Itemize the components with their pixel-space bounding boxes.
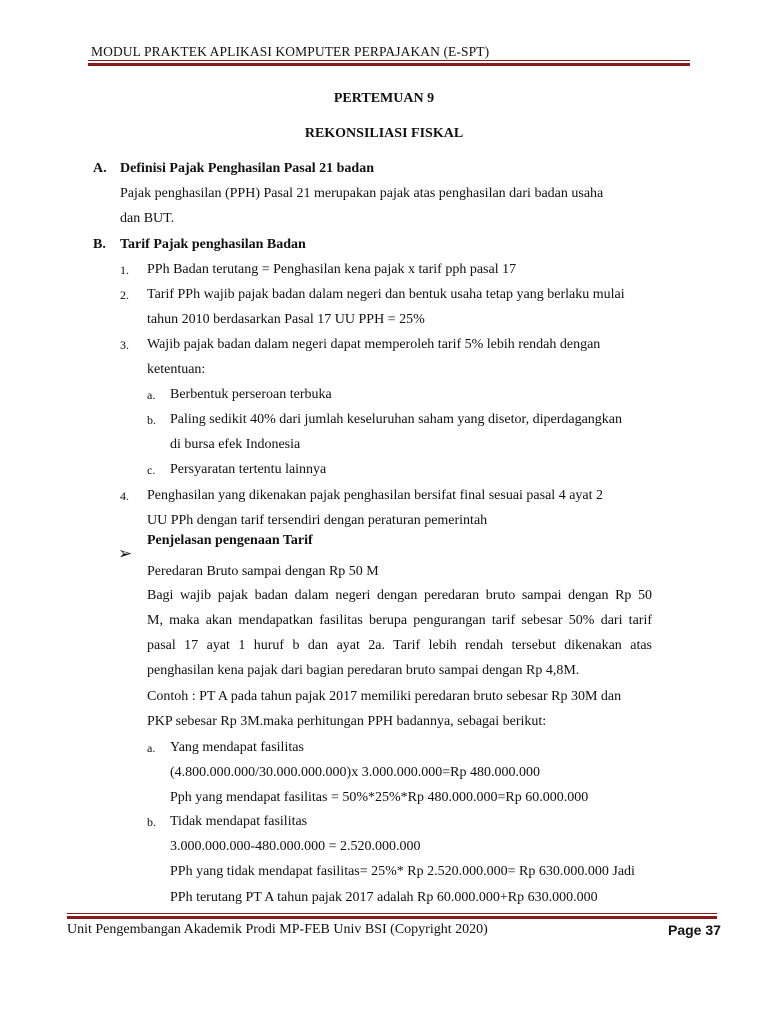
page-number: Page 37	[668, 922, 721, 938]
list-number: 4.	[120, 489, 129, 503]
header-rule-thick	[88, 63, 690, 66]
section-b-marker: B.	[93, 237, 106, 252]
section-a-marker: A.	[93, 161, 107, 176]
item3a-text: Berbentuk perseroan terbuka	[170, 387, 332, 402]
paragraph-line: penghasilan kena pajak dari bagian peredaran bruto sampai dengan Rp 4,8M.	[147, 663, 580, 678]
list-number: 2.	[120, 288, 129, 302]
topic-title: REKONSILIASI FISKAL	[304, 126, 464, 141]
sublist-letter: b.	[147, 413, 156, 427]
meeting-title: PERTEMUAN 9	[333, 91, 435, 106]
case-a-title: Yang mendapat fasilitas	[170, 740, 304, 755]
paragraph-line: Bagi wajib pajak badan dalam negeri dengan peredaran bruto sampai dengan Rp 50	[147, 588, 652, 603]
paragraph-line: pasal 17 ayat 1 huruf b dan ayat 2a. Tarif lebih rendah tersebut dikenakan atas	[147, 638, 652, 653]
explanation-title: Penjelasan pengenaan Tarif	[147, 533, 313, 548]
item3b-text-line2: di bursa efek Indonesia	[170, 437, 301, 452]
example-line: Contoh : PT A pada tahun pajak 2017 memiliki peredaran bruto sebesar Rp 30M dan	[147, 689, 622, 704]
section-a-text-line1: Pajak penghasilan (PPH) Pasal 21 merupakan pajak atas penghasilan dari badan usaha	[120, 186, 604, 201]
list-number: 1.	[120, 263, 129, 277]
sublist-letter: b.	[147, 815, 156, 829]
sublist-letter: a.	[147, 741, 156, 755]
case-b-calc-line2: PPh yang tidak mendapat fasilitas= 25%* Rp 2.520.000.000= Rp 630.000.000 Jadi	[170, 864, 635, 879]
explanation-subtitle: Peredaran Bruto sampai dengan Rp 50 M	[147, 564, 379, 579]
footer-rule-thin	[67, 913, 717, 914]
item1-text: PPh Badan terutang = Penghasilan kena pajak x tarif pph pasal 17	[147, 262, 517, 277]
item3-text-line2: ketentuan:	[147, 362, 206, 377]
item2-text-line2: tahun 2010 berdasarkan Pasal 17 UU PPH = 25%	[147, 312, 425, 327]
item2-text-line1: Tarif PPh wajib pajak badan dalam negeri dan bentuk usaha tetap yang berlaku mulai	[147, 287, 625, 302]
case-a-calc-line1: (4.800.000.000/30.000.000.000)x 3.000.000.000=Rp 480.000.000	[170, 765, 540, 780]
list-number: 3.	[120, 338, 129, 352]
running-header: MODUL PRAKTEK APLIKASI KOMPUTER PERPAJAKAN (E-SPT)	[91, 44, 490, 59]
item4-text-line2: UU PPh dengan tarif tersendiri dengan peraturan pemerintah	[147, 513, 488, 528]
section-a-title: Definisi Pajak Penghasilan Pasal 21 badan	[120, 161, 374, 176]
item3c-text: Persyaratan tertentu lainnya	[170, 462, 327, 477]
footer-text: Unit Pengembangan Akademik Prodi MP-FEB Univ BSI (Copyright 2020)	[67, 922, 488, 937]
item4-text-line1: Penghasilan yang dikenakan pajak penghasilan bersifat final sesuai pasal 4 ayat 2	[147, 488, 604, 503]
item3b-text-line1: Paling sedikit 40% dari jumlah keseluruhan saham yang disetor, diperdagangkan	[170, 412, 622, 427]
item3-text-line1: Wajib pajak badan dalam negeri dapat memperoleh tarif 5% lebih rendah dengan	[147, 337, 601, 352]
example-line: PKP sebesar Rp 3M.maka perhitungan PPH badannya, sebagai berikut:	[147, 714, 547, 729]
section-a-text-line2: dan BUT.	[120, 211, 175, 226]
arrowhead-bullet-icon: ➢	[118, 544, 133, 564]
footer-rule-thick	[67, 916, 717, 919]
paragraph-line: M, maka akan mendapatkan fasilitas berupa pengurangan tarif sebesar 50% dari tarif	[147, 613, 652, 628]
case-a-calc-line2: Pph yang mendapat fasilitas = 50%*25%*Rp 480.000.000=Rp 60.000.000	[170, 790, 589, 805]
case-b-calc-line3: PPh terutang PT A tahun pajak 2017 adalah Rp 60.000.000+Rp 630.000.000	[170, 890, 598, 905]
sublist-letter: a.	[147, 388, 156, 402]
header-rule-thin	[88, 60, 690, 61]
case-b-calc-line1: 3.000.000.000-480.000.000 = 2.520.000.000	[170, 839, 421, 854]
section-b-title: Tarif Pajak penghasilan Badan	[120, 237, 306, 252]
case-b-title: Tidak mendapat fasilitas	[170, 814, 308, 829]
sublist-letter: c.	[147, 463, 156, 477]
